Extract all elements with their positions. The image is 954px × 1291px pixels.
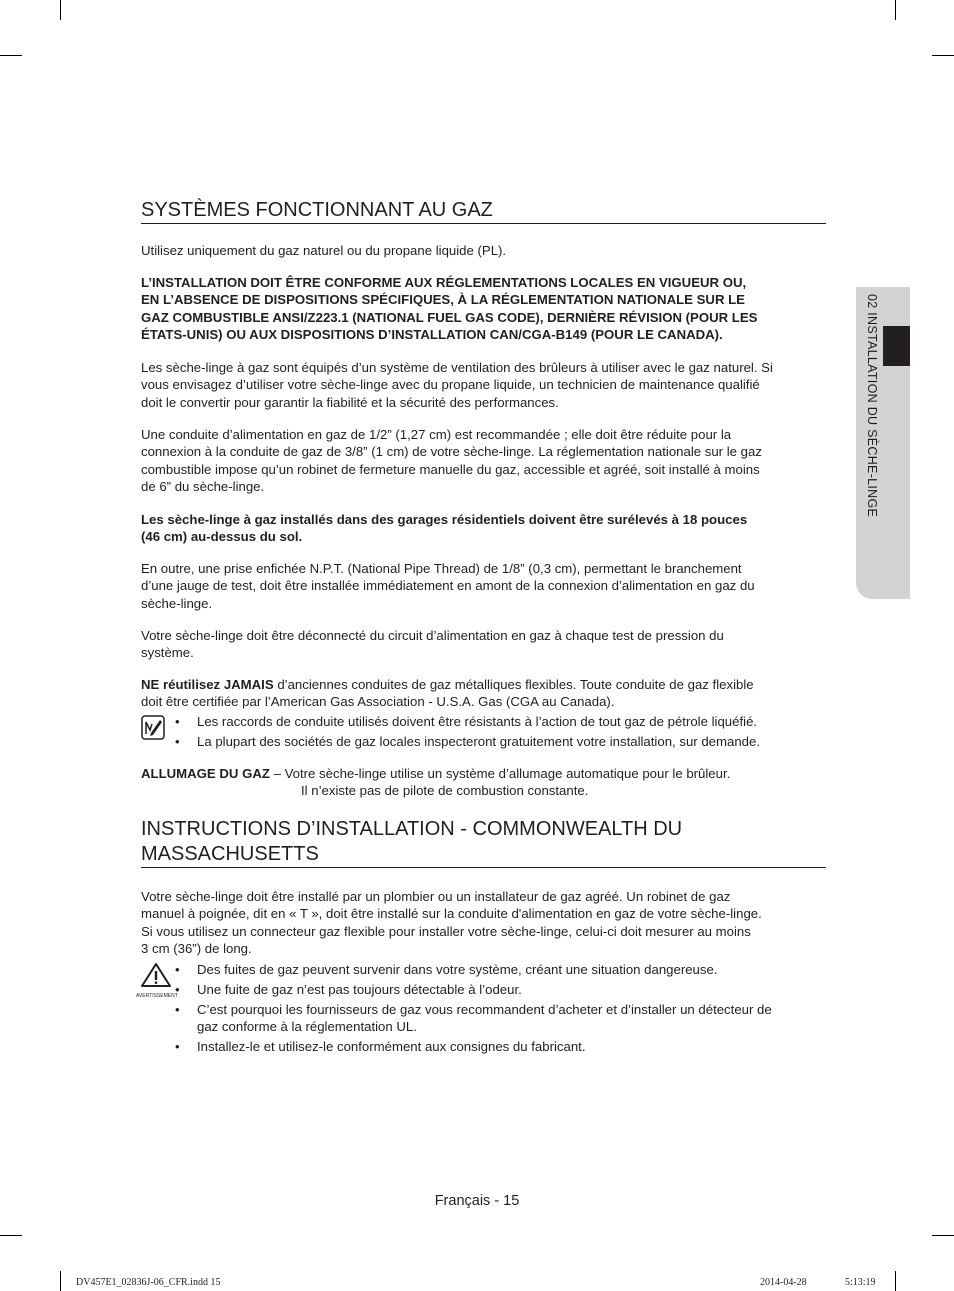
text-line: (46 cm) au-dessus du sol. — [141, 529, 303, 545]
bullet-dot: • — [175, 734, 180, 749]
note-bullet: Les raccords de conduite utilisés doivent être résistants à l’action de tout gaz de pétrole liquéfié. — [197, 714, 758, 729]
text-line: gaz conforme à la réglementation UL. — [197, 1019, 417, 1035]
crop-mark — [60, 0, 61, 20]
chapter-tab-marker — [883, 326, 910, 366]
text-line — [141, 765, 827, 782]
text-line: ÉTATS-UNIS) OU AUX DISPOSITIONS D’INSTALLATION CAN/CGA-B149 (POUR LE CANADA). — [141, 326, 723, 342]
bullet-dot: • — [175, 962, 180, 977]
ignition-label: ALLUMAGE DU GAZ — [141, 766, 270, 781]
warning-bullet: Installez-le et utilisez-le conformément aux consignes du fabricant. — [197, 1039, 586, 1054]
text-line: Il n’existe pas de pilote de combustion constante. — [301, 783, 589, 799]
paragraph-ignition — [141, 765, 827, 800]
paragraph-ventilation — [141, 359, 827, 411]
note-icon — [141, 715, 165, 740]
text-line: Votre sèche-linge doit être déconnecté du circuit d’alimentation en gaz à chaque test de pression du — [141, 628, 724, 643]
text-line: Les sèche-linge à gaz sont équipés d’un système de ventilation des brûleurs à utiliser avec le gaz naturel. Si — [141, 360, 773, 375]
regulation-notice — [141, 274, 827, 343]
print-time: 5:13:19 — [845, 1277, 876, 1288]
text-line: En outre, une prise enfichée N.P.T. (National Pipe Thread) de 1/8” (0,3 cm), permettant le branchement — [141, 561, 742, 576]
chapter-tab-label: 02 INSTALLATION DU SÈCHE-LINGE — [865, 294, 879, 518]
paragraph-pressure-test — [141, 627, 827, 662]
paragraph-never-reuse — [141, 676, 827, 711]
intro-text: Utilisez uniquement du gaz naturel ou du propane liquide (PL). — [141, 243, 507, 258]
text-line: combustible impose qu’un robinet de fermeture manuelle du gaz, accessible et agréé, soit installé à moins — [141, 461, 760, 477]
text-line: GAZ COMBUSTIBLE ANSI/Z223.1 (NATIONAL FUEL GAS CODE), DERNIÈRE RÉVISION (POUR LES — [141, 309, 758, 325]
text-line: EN L’ABSENCE DE DISPOSITIONS SPÉCIFIQUES, À LA RÉGLEMENTATION NATIONALE SUR LE — [141, 292, 745, 308]
bullet-dot: • — [175, 714, 180, 729]
crop-mark — [895, 0, 896, 20]
text-line: connexion à la conduite de gaz de 3/8” (1 cm) de votre sèche-linge. La réglementation nationale sur le gaz — [141, 444, 762, 460]
text-line: Si vous utilisez un connecteur gaz flexible pour installer votre sèche-linge, celui-ci doit mesurer au moins — [141, 923, 751, 939]
text-line: doit le convertir pour garantir la fiabilité et la sécurité des performances. — [141, 394, 559, 410]
section-title-line: INSTRUCTIONS D’INSTALLATION - COMMONWEALTH DU — [141, 818, 683, 840]
page-number: Français - 15 — [434, 1193, 520, 1209]
crop-mark — [895, 1271, 896, 1291]
text-line: C’est pourquoi les fournisseurs de gaz vous recommandent d’acheter et d’installer un détecteur de — [197, 1002, 772, 1017]
text-line: 3 cm (36”) de long. — [141, 940, 252, 956]
section-title-text: SYSTÈMES FONCTIONNANT AU GAZ — [141, 199, 493, 221]
bullet-dot: • — [175, 982, 180, 997]
garage-notice — [141, 511, 827, 546]
never-reuse-label: NE réutilisez JAMAIS — [141, 677, 274, 692]
bullet-dot: • — [175, 1039, 180, 1054]
text-line — [141, 676, 827, 693]
paragraph-npt — [141, 560, 827, 612]
crop-mark — [932, 55, 954, 56]
text-line: Une conduite d’alimentation en gaz de 1/2” (1,27 cm) est recommandée ; elle doit être réduite pour la — [141, 427, 732, 442]
crop-mark — [0, 1235, 22, 1236]
warning-bullet — [197, 1001, 829, 1036]
text-line: doit être certifiée par l’American Gas Association - U.S.A. Gas (CGA au Canada). — [141, 694, 615, 710]
text-line: de 6” du sèche-linge. — [141, 478, 265, 494]
text-line: Votre sèche-linge doit être installé par un plombier ou un installateur de gaz agréé. Un robinet de gaz — [141, 889, 731, 904]
print-date: 2014-04-28 — [760, 1277, 807, 1288]
text-line: Les sèche-linge à gaz installés dans des garages résidentiels doivent être surélevés à 18 pouces — [141, 512, 748, 527]
file-name: DV457E1_02836J-06_CFR.indd 15 — [76, 1277, 221, 1288]
text-line: manuel à poignée, dit en « T », doit être installé sur la conduite d'alimentation en gaz de votre sèche-linge. — [141, 906, 762, 922]
text-line: système. — [141, 645, 194, 661]
bullet-dot: • — [175, 1002, 180, 1017]
crop-mark — [60, 1271, 61, 1291]
ignition-text: – Votre sèche-linge utilise un système d’allumage automatique pour le brûleur. — [269, 766, 731, 781]
never-reuse-text: d’anciennes conduites de gaz métalliques flexibles. Toute conduite de gaz flexible — [273, 677, 754, 692]
warning-bullet: Une fuite de gaz n’est pas toujours détectable à l’odeur. — [197, 982, 522, 997]
section-title-gas — [141, 197, 826, 224]
warning-label: AVERTISSEMENT — [136, 993, 178, 999]
section-title-line: MASSACHUSETTS — [141, 843, 319, 865]
section-title-massachusetts — [141, 817, 826, 868]
paragraph-plumber — [141, 888, 827, 957]
text-line: vous envisagez d’utiliser votre sèche-linge avec du propane liquide, un technicien de maintenance qualifié — [141, 377, 760, 393]
crop-mark — [0, 55, 22, 56]
note-bullet: La plupart des sociétés de gaz locales inspecteront gratuitement votre installation, sur demande. — [197, 734, 760, 749]
warning-bullet: Des fuites de gaz peuvent survenir dans votre système, créant une situation dangereuse. — [197, 962, 718, 977]
text-line: L’INSTALLATION DOIT ÊTRE CONFORME AUX RÉGLEMENTATIONS LOCALES EN VIGUEUR OU, — [141, 275, 747, 290]
paragraph-supply-line — [141, 426, 827, 495]
warning-icon — [136, 962, 176, 998]
text-line: d’une jauge de test, doit être installée immédiatement en amont de la connexion d’alimentation en gaz du — [141, 578, 755, 594]
text-line: sèche-linge. — [141, 595, 213, 611]
crop-mark — [932, 1235, 954, 1236]
